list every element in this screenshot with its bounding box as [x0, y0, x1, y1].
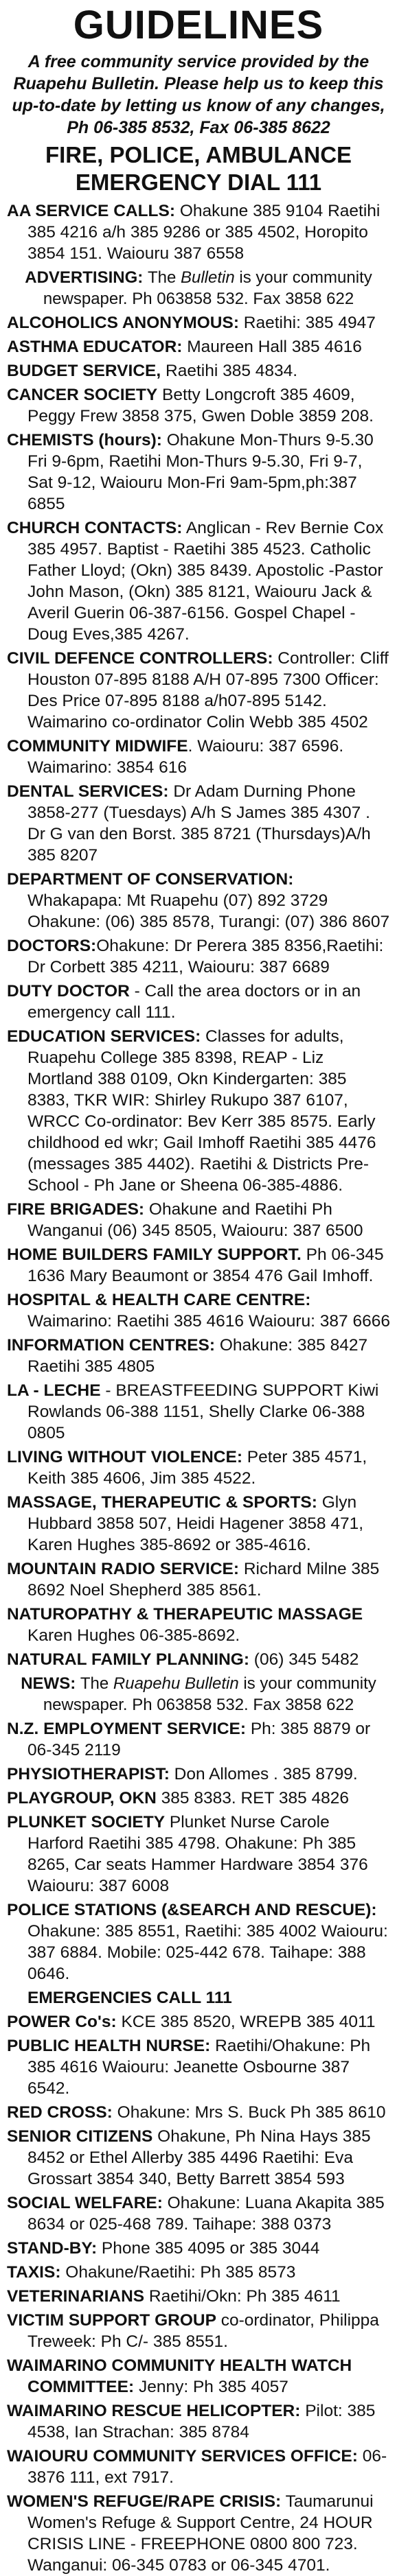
entry-text: Ohakune: 385 8551, Raetihi: 385 4002 Waiouru: 387 6884. Mobile: 025-442 678. Taihape: 388 0646.	[27, 1922, 388, 1983]
list-item	[7, 2286, 390, 2307]
list-item	[7, 1026, 390, 1196]
list-item	[7, 1812, 390, 1897]
list-item	[7, 1558, 390, 1601]
entry-heading: EDUCATION SERVICES:	[7, 1027, 201, 1046]
notice-entry	[7, 1673, 390, 1716]
entry-text: Dr Adam Durning Phone 3858-277 (Tuesdays) A/h S James 385 4307 . Dr G van den Borst. 385 8721 (Thursdays)A/h 385 8207	[27, 782, 371, 865]
entry-heading: LIVING WITHOUT VIOLENCE:	[7, 1448, 242, 1466]
list-item	[7, 2355, 390, 2398]
entry-heading: CHURCH CONTACTS:	[7, 519, 183, 537]
notice-text: is your community newspaper. Ph 063858 532. Fax 3858 622	[43, 1674, 376, 1714]
list-item	[7, 2126, 390, 2190]
entry-text: Raetihi/Okn: Ph 385 4611	[144, 2287, 341, 2306]
entry-heading: HOSPITAL & HEALTH CARE CENTRE:	[7, 1291, 311, 1309]
entry-heading: MASSAGE, THERAPEUTIC & SPORTS:	[7, 1493, 317, 1512]
entry-heading: WOMEN'S REFUGE/RAPE CRISIS:	[7, 2492, 282, 2511]
entry-heading: VETERINARIANS	[7, 2287, 145, 2306]
entry-text: Taumarunui Women's Refuge & Support Centre, 24 HOUR CRISIS LINE - FREEPHONE 0800 800 723. Wanganui: 06-345 0783 or 06-345 4701.	[27, 2492, 374, 2575]
list-item	[7, 2310, 390, 2352]
entry-heading: HOME BUILDERS FAMILY SUPPORT.	[7, 1245, 302, 1264]
entry-heading: VICTIM SUPPORT GROUP	[7, 2311, 216, 2330]
entry-text: Ohakune 385 9104 Raetihi 385 4216 a/h 385 9286 or 385 4502, Horopito 3854 151. Waiouru 387 6558	[27, 202, 381, 263]
list-item	[7, 1718, 390, 1761]
emergency-heading-2: EMERGENCY DIAL 111	[75, 169, 322, 195]
entry-text: Phone 385 4095 or 385 3044	[97, 2239, 320, 2258]
entry-heading: COMMUNITY MIDWIFE	[7, 737, 188, 756]
entry-text: Ohakune: Dr Perera 385 8356,Raetihi: Dr Corbett 385 4211, Waiouru: 387 6689	[27, 937, 384, 976]
emergency-heading-1: FIRE, POLICE, AMBULANCE	[45, 142, 352, 167]
list-item	[7, 2035, 390, 2099]
entry-text: Ohakune: Luana Akapita 385 8634 or 025-468 789. Taihape: 388 0373	[27, 2194, 385, 2234]
entry-heading: POLICE STATIONS (&SEARCH AND RESCUE):	[7, 1901, 377, 1919]
entry-heading: BUDGET SERVICE,	[7, 362, 161, 380]
entry-text: Ohakune Mon-Thurs 9-5.30 Fri 9-6pm, Raetihi Mon-Thurs 9-5.30, Fri 9-7, Sat 9-12, Waiouru Mon-Fri 9am-5pm,ph:387 6855	[27, 431, 374, 513]
list-item	[7, 1899, 390, 1984]
list-item	[7, 736, 390, 778]
emergency-note	[7, 1987, 390, 2009]
entry-heading: PLAYGROUP, OKN	[7, 1789, 157, 1807]
entry-heading: PUBLIC HEALTH NURSE:	[7, 2037, 211, 2055]
entry-heading: NATUROPATHY & THERAPEUTIC MASSAGE	[7, 1605, 363, 1624]
entry-text: - BREASTFEEDING SUPPORT Kiwi Rowlands 06-388 1151, Shelly Clarke 06-388 0805	[27, 1381, 379, 1442]
intro-publication: Ruapehu Bulletin	[13, 74, 155, 93]
entry-text: Raetihi/Ohakune: Ph 385 4616 Waiouru: Jeanette Osbourne 387 6542.	[27, 2037, 371, 2098]
entry-text: Raetihi: 385 4947	[239, 314, 376, 332]
entry-text: Ohakune, Ph Nina Hays 385 8452 or Ethel Allerby 385 4496 Raetihi: Eva Grossart 3854 340, Betty Barrett 3854 593	[27, 2127, 371, 2188]
emergency-note-text: EMERGENCIES CALL 111	[27, 1989, 232, 2007]
list-item	[7, 2262, 390, 2283]
list-item	[7, 2446, 390, 2488]
list-item	[7, 1244, 390, 1287]
entry-text: Ohakune and Raetihi Ph Wanganui (06) 345 8505, Waiouru: 387 6500	[27, 1200, 363, 1240]
entry-text: KCE 385 8520, WREPB 385 4011	[116, 2013, 376, 2031]
intro-up-to-date: up-to-date	[12, 96, 96, 115]
entry-heading: MOUNTAIN RADIO SERVICE:	[7, 1560, 240, 1578]
entry-heading: POWER Co's:	[7, 2013, 117, 2031]
list-item	[7, 2400, 390, 2443]
entry-text: Waimarino: Raetihi 385 4616 Waiouru: 387 6666	[27, 1312, 390, 1331]
entry-text: Ph 06-345 1636 Mary Beaumont or 3854 476 Gail Imhoff.	[27, 1245, 384, 1285]
entry-text: 385 8383. RET 385 4826	[156, 1789, 350, 1807]
entry-text: Glyn Hubbard 3858 507, Heidi Hagener 3858 471, Karen Hughes 385-8692 or 385-4616.	[27, 1493, 364, 1554]
entry-text: Betty Longcroft 385 4609, Peggy Frew 3858 375, Gwen Doble 3859 208.	[27, 386, 374, 425]
entry-heading: N.Z. EMPLOYMENT SERVICE:	[7, 1720, 247, 1738]
entry-heading: PLUNKET SOCIETY	[7, 1813, 166, 1831]
intro-part-2: . Please help us to keep this	[155, 74, 384, 93]
intro-part-1: A free community service provided by the	[27, 52, 370, 71]
entry-heading: SOCIAL WELFARE:	[7, 2194, 163, 2212]
entry-text: - Call the area doctors or in an emergency call 111.	[27, 982, 361, 1022]
entry-text: Pilot: 385 4538, Ian Strachan: 385 8784	[27, 2402, 376, 2442]
list-item	[7, 1604, 390, 1646]
entry-text: Peter 385 4571, Keith 385 4606, Jim 385 4522.	[27, 1448, 367, 1488]
intro-text	[7, 51, 390, 139]
entry-text: (06) 345 5482	[249, 1650, 359, 1669]
list-item	[7, 1335, 390, 1377]
list-item	[7, 312, 390, 333]
entry-heading: WAIMARINO COMMUNITY HEALTH WATCH COMMITTEE:	[7, 2356, 352, 2396]
entry-text: Raetihi 385 4834.	[161, 362, 298, 380]
entry-text: . Waiouru: 387 6596. Waimarino: 3854 616	[27, 737, 344, 777]
entry-heading: NATURAL FAMILY PLANNING:	[7, 1650, 249, 1669]
entry-text: Maureen Hall 385 4616	[182, 338, 362, 356]
list-item	[7, 1788, 390, 1809]
list-item	[7, 2192, 390, 2235]
entry-heading: TAXIS:	[7, 2263, 61, 2282]
list-item	[7, 869, 390, 933]
entry-text: Ohakune: 385 8427 Raetihi 385 4805	[27, 1336, 368, 1376]
entry-heading: LA - LECHE	[7, 1381, 101, 1400]
directory-list	[7, 200, 390, 2576]
entry-text: Anglican - Rev Bernie Cox 385 4957. Baptist - Raetihi 385 4523. Catholic Father Lloyd; (Okn) 385 8439. Apostolic -Pastor John Mason, (Okn) 385 8121, Waiouru Jack & Averil Guerin 06-387-6156. Gospel Chapel - Doug Eves,385 4267.	[27, 519, 384, 644]
entry-text: Jenny: Ph 385 4057	[134, 2378, 288, 2396]
entry-text: Whakapapa: Mt Ruapehu (07) 892 3729 Ohakune: (06) 385 8578, Turangi: (07) 386 8607	[27, 891, 390, 931]
entry-heading: PHYSIOTHERAPIST:	[7, 1765, 170, 1783]
entry-text: Plunket Nurse Carole Harford Raetihi 385 4798. Ohakune: Ph 385 8265, Car seats Hammer Hardware 3854 376 Waiouru: 387 6008	[27, 1813, 368, 1895]
list-item	[7, 981, 390, 1023]
page-title: GUIDELINES	[73, 3, 324, 47]
list-item	[7, 935, 390, 978]
entry-heading: DOCTORS:	[7, 937, 97, 955]
list-item	[7, 1289, 390, 1332]
entry-heading: CIVIL DEFENCE CONTROLLERS:	[7, 649, 273, 668]
list-item	[7, 336, 390, 358]
list-item	[7, 517, 390, 645]
notice-heading: ADVERTISING:	[25, 268, 148, 287]
list-item	[7, 2102, 390, 2123]
entry-text: 06-3876 111, ext 7917.	[27, 2447, 387, 2487]
entry-heading: DENTAL SERVICES:	[7, 782, 169, 801]
entry-text: Classes for adults, Ruapehu College 385 8398, REAP - Liz Mortland 388 0109, Okn Kindergarten: 385 8383, TKR WIR: Shirley Rukupo 387 6107, WRCC Co-ordinator: Bev Kerr 385 8575. Early childhood ed wkr; Gail Imhoff Raetihi 385 4476 (messages 385 4402). Raetihi & Districts Pre-School - Ph Jane or Sheena 06-385-4886.	[27, 1027, 376, 1195]
list-item	[7, 384, 390, 427]
entry-heading: FIRE BRIGADES:	[7, 1200, 145, 1219]
notice-heading: NEWS:	[21, 1674, 80, 1693]
entry-heading: ALCOHOLICS ANONYMOUS:	[7, 314, 239, 332]
entry-text: Ohakune/Raetihi: Ph 385 8573	[60, 2263, 296, 2282]
entry-heading: WAIMARINO RESCUE HELICOPTER:	[7, 2402, 301, 2420]
entry-text: Karen Hughes 06-385-8692.	[27, 1626, 240, 1645]
entry-heading: WAIOURU COMMUNITY SERVICES OFFICE:	[7, 2447, 358, 2466]
list-item	[7, 2238, 390, 2259]
entry-text: Controller: Cliff Houston 07-895 8188 A/H 07-895 7300 Officer: Des Price 07-895 8188 a/h07-895 5142. Waimarino co-ordinator Colin Webb 385 4502	[27, 649, 389, 731]
list-item	[7, 1649, 390, 1670]
notice-publication: Ruapehu Bulletin	[113, 1674, 239, 1693]
list-item	[7, 781, 390, 866]
entry-text: Ph: 385 8879 or 06-345 2119	[27, 1720, 371, 1759]
entry-heading: RED CROSS:	[7, 2103, 113, 2122]
entry-text: Ohakune: Mrs S. Buck Ph 385 8610	[112, 2103, 386, 2122]
entry-heading: STAND-BY:	[7, 2239, 98, 2258]
entry-heading: ASTHMA EDUCATOR:	[7, 338, 183, 356]
notice-text: is your community newspaper. Ph 063858 532. Fax 3858 622	[43, 268, 372, 308]
entry-heading: AA SERVICE CALLS:	[7, 202, 176, 220]
notice-publication: Bulletin	[180, 268, 235, 287]
list-item	[7, 1380, 390, 1444]
list-item	[7, 648, 390, 733]
entry-heading: DEPARTMENT OF CONSERVATION:	[7, 870, 294, 889]
entry-text: co-ordinator, Philippa Treweek: Ph C/- 385 8551.	[27, 2311, 379, 2351]
entry-text: Don Allomes . 385 8799.	[169, 1765, 358, 1783]
list-item	[7, 430, 390, 515]
notice-text: The	[80, 1674, 113, 1693]
intro-part-3: by letting us know of any changes, Ph 06-385 8532, Fax 06-385 8622	[67, 96, 385, 137]
entry-heading: CHEMISTS (hours):	[7, 431, 162, 449]
notice-entry	[7, 267, 390, 309]
list-item	[7, 2011, 390, 2033]
entry-heading: INFORMATION CENTRES:	[7, 1336, 216, 1355]
list-item	[7, 2491, 390, 2576]
entry-heading: DUTY DOCTOR	[7, 982, 130, 1000]
list-item	[7, 1492, 390, 1556]
notice-text: The	[147, 268, 181, 287]
entry-text: Richard Milne 385 8692 Noel Shepherd 385 8561.	[27, 1560, 380, 1600]
list-item	[7, 1764, 390, 1785]
list-item	[7, 1447, 390, 1489]
list-item	[7, 200, 390, 264]
list-item	[7, 1199, 390, 1241]
entry-heading: SENIOR CITIZENS	[7, 2127, 153, 2146]
entry-heading: CANCER SOCIETY	[7, 386, 158, 404]
list-item	[7, 360, 390, 382]
